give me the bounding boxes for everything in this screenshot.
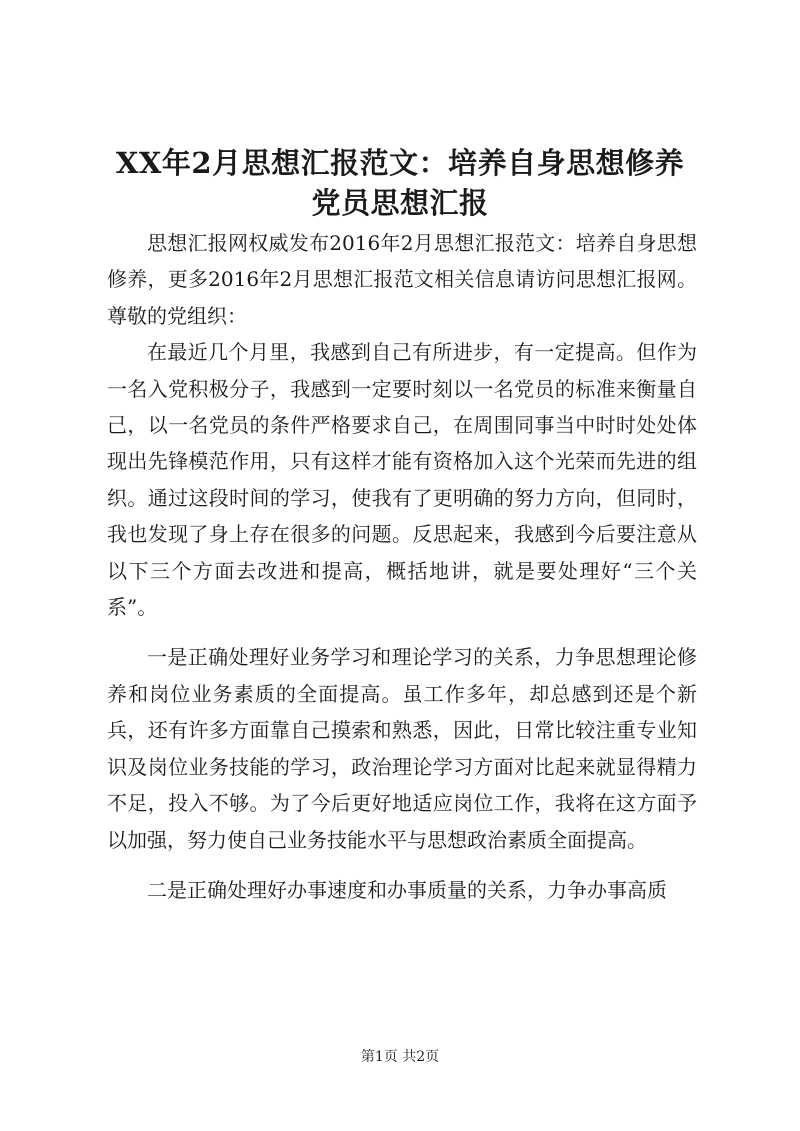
document-body [107, 225, 697, 908]
document-title-line-2: 党员思想汇报 [311, 186, 489, 220]
paragraph-relation-two: 二是正确处理好办事速度和办事质量的关系，力争办事高质 [147, 877, 667, 902]
document-title-line-1: XX年2月思想汇报范文：培养自身思想修养 [115, 146, 685, 180]
paragraph-intro: 思想汇报网权威发布2016年2月思想汇报范文：培养自身思想修养，更多2016年2月思想汇报范文相关信息请访问思想汇报网。尊敬的党组织： [107, 231, 697, 328]
page-number-footer: 第1页 共2页 [360, 1049, 440, 1065]
paragraph-progress: 在最近几个月里，我感到自己有所进步，有一定提高。但作为一名入党积极分子，我感到一定要时刻以一名党员的标准来衡量自己，以一名党员的条件严格要求自己，在周围同事当中时时处处体现出先锋模范作用，只有这样才能有资格加入这个光荣而先进的组织。通过这段时间的学习，使我有了更明确的努力方向，但同时，我也发现了身上存在很多的问题。反思起来，我感到今后要注意从以下三个方面去改进和提高，概括地讲，就是要处理好“三个关系”。 [107, 340, 697, 620]
paragraph-relation-one: 一是正确处理好业务学习和理论学习的关系，力争思想理论修养和岗位业务素质的全面提高。虽工作多年，却总感到还是个新兵，还有许多方面靠自己摸索和熟悉，因此，日常比较注重专业知识及岗位业务技能的学习，政治理论学习方面对比起来就显得精力不足，投入不够。为了今后更好地适应岗位工作，我将在这方面予以加强，努力使自己业务技能水平与思想政治素质全面提高。 [107, 645, 697, 852]
